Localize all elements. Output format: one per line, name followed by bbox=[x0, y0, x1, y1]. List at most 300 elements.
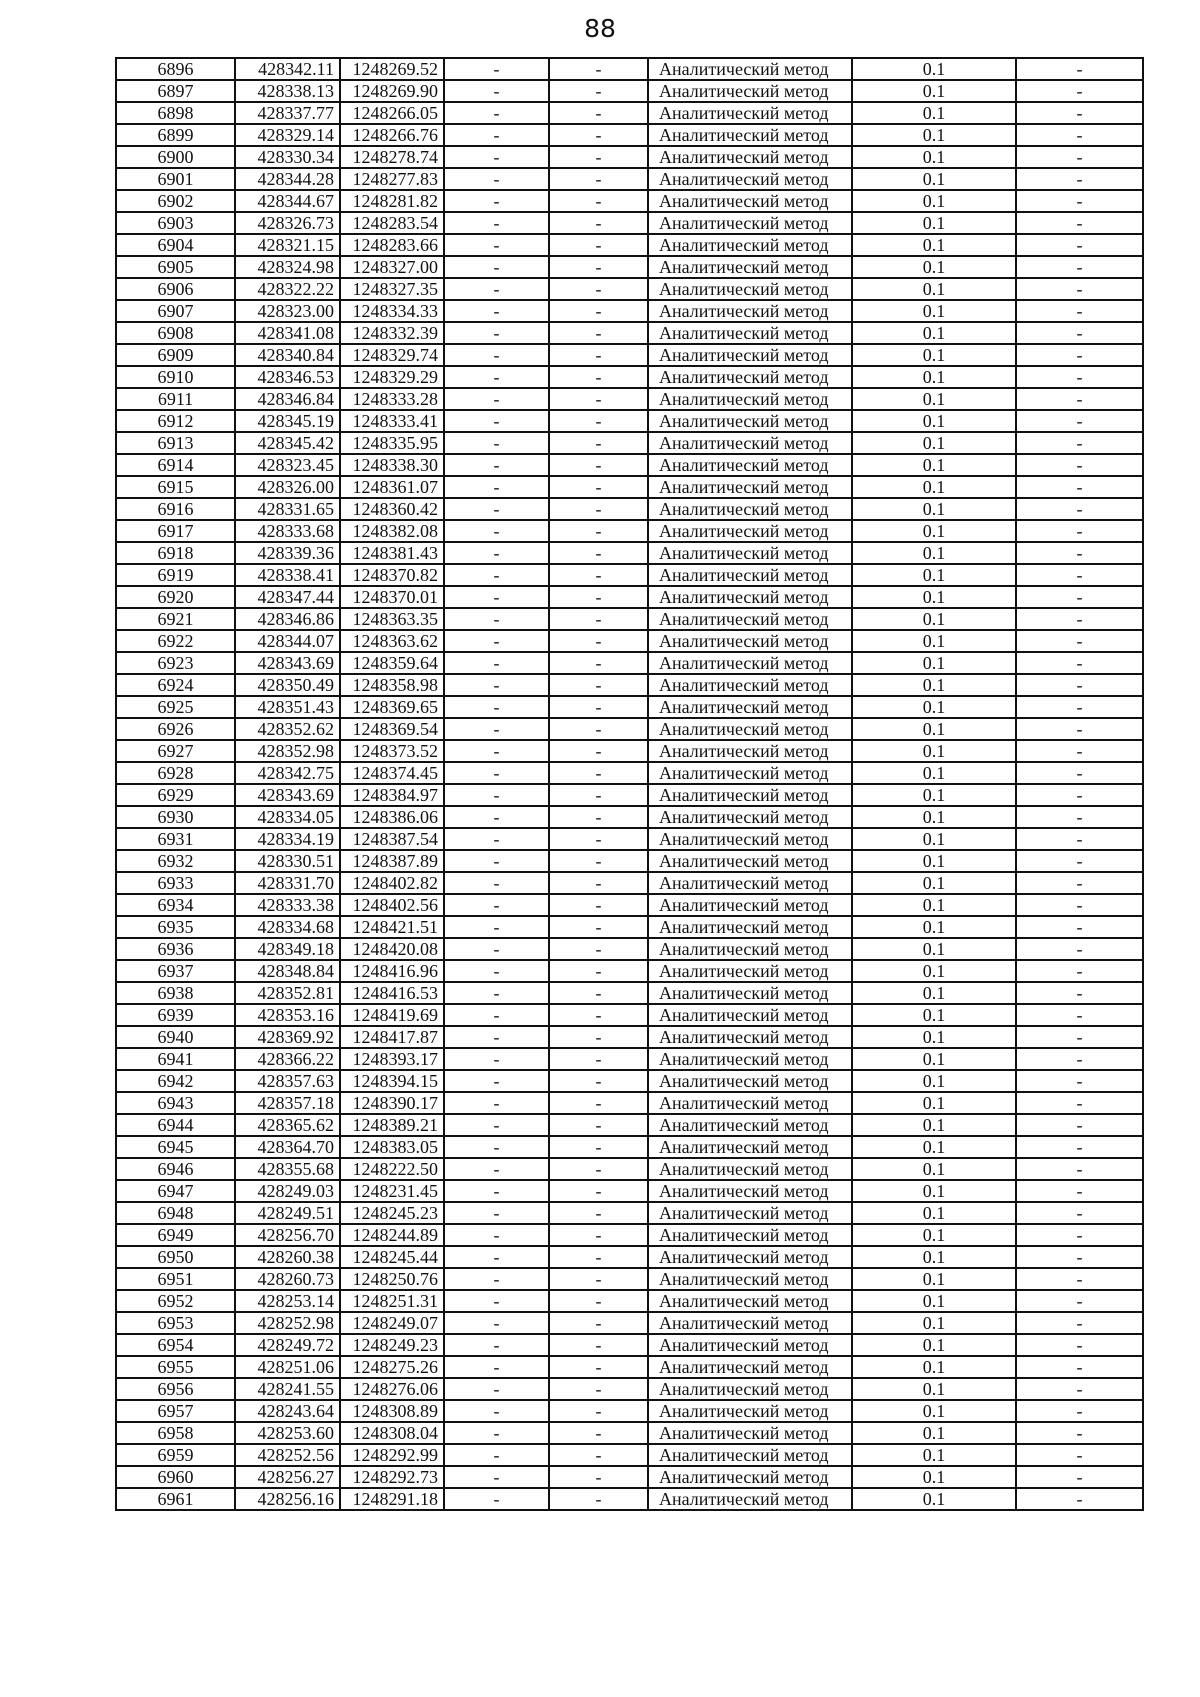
dash-cell: - bbox=[1016, 1422, 1143, 1444]
dash-cell: - bbox=[444, 982, 549, 1004]
method-cell: Аналитический метод bbox=[648, 102, 852, 124]
dash-cell: - bbox=[444, 586, 549, 608]
x-coordinate-cell: 428346.86 bbox=[235, 608, 340, 630]
dash-cell: - bbox=[1016, 1246, 1143, 1268]
dash-cell: - bbox=[549, 872, 648, 894]
x-coordinate-cell: 428348.84 bbox=[235, 960, 340, 982]
dash-cell: - bbox=[1016, 256, 1143, 278]
method-cell: Аналитический метод bbox=[648, 740, 852, 762]
table-row bbox=[116, 212, 1143, 234]
dash-cell: - bbox=[444, 1048, 549, 1070]
dash-cell: - bbox=[1016, 1136, 1143, 1158]
x-coordinate-cell: 428344.07 bbox=[235, 630, 340, 652]
x-coordinate-cell: 428252.98 bbox=[235, 1312, 340, 1334]
table-row bbox=[116, 1224, 1143, 1246]
y-coordinate-cell: 1248276.06 bbox=[340, 1378, 444, 1400]
accuracy-cell: 0.1 bbox=[852, 168, 1016, 190]
accuracy-cell: 0.1 bbox=[852, 784, 1016, 806]
table-row bbox=[116, 58, 1143, 80]
table-row bbox=[116, 256, 1143, 278]
y-coordinate-cell: 1248384.97 bbox=[340, 784, 444, 806]
dash-cell: - bbox=[549, 1488, 648, 1510]
method-cell: Аналитический метод bbox=[648, 1312, 852, 1334]
point-number-cell: 6955 bbox=[116, 1356, 235, 1378]
method-cell: Аналитический метод bbox=[648, 190, 852, 212]
method-cell: Аналитический метод bbox=[648, 872, 852, 894]
x-coordinate-cell: 428324.98 bbox=[235, 256, 340, 278]
dash-cell: - bbox=[444, 212, 549, 234]
dash-cell: - bbox=[549, 1334, 648, 1356]
point-number-cell: 6941 bbox=[116, 1048, 235, 1070]
dash-cell: - bbox=[1016, 586, 1143, 608]
y-coordinate-cell: 1248327.35 bbox=[340, 278, 444, 300]
accuracy-cell: 0.1 bbox=[852, 454, 1016, 476]
dash-cell: - bbox=[549, 1158, 648, 1180]
y-coordinate-cell: 1248386.06 bbox=[340, 806, 444, 828]
y-coordinate-cell: 1248283.66 bbox=[340, 234, 444, 256]
y-coordinate-cell: 1248266.05 bbox=[340, 102, 444, 124]
x-coordinate-cell: 428252.56 bbox=[235, 1444, 340, 1466]
dash-cell: - bbox=[444, 124, 549, 146]
y-coordinate-cell: 1248417.87 bbox=[340, 1026, 444, 1048]
x-coordinate-cell: 428365.62 bbox=[235, 1114, 340, 1136]
point-number-cell: 6906 bbox=[116, 278, 235, 300]
x-coordinate-cell: 428346.84 bbox=[235, 388, 340, 410]
dash-cell: - bbox=[549, 916, 648, 938]
method-cell: Аналитический метод bbox=[648, 1004, 852, 1026]
y-coordinate-cell: 1248249.07 bbox=[340, 1312, 444, 1334]
table-row bbox=[116, 410, 1143, 432]
accuracy-cell: 0.1 bbox=[852, 476, 1016, 498]
dash-cell: - bbox=[1016, 102, 1143, 124]
dash-cell: - bbox=[444, 234, 549, 256]
method-cell: Аналитический метод bbox=[648, 696, 852, 718]
dash-cell: - bbox=[549, 454, 648, 476]
method-cell: Аналитический метод bbox=[648, 432, 852, 454]
dash-cell: - bbox=[549, 850, 648, 872]
x-coordinate-cell: 428338.41 bbox=[235, 564, 340, 586]
dash-cell: - bbox=[549, 938, 648, 960]
table-row bbox=[116, 102, 1143, 124]
dash-cell: - bbox=[1016, 1466, 1143, 1488]
x-coordinate-cell: 428337.77 bbox=[235, 102, 340, 124]
accuracy-cell: 0.1 bbox=[852, 1246, 1016, 1268]
dash-cell: - bbox=[444, 58, 549, 80]
table-row bbox=[116, 454, 1143, 476]
method-cell: Аналитический метод bbox=[648, 256, 852, 278]
x-coordinate-cell: 428249.51 bbox=[235, 1202, 340, 1224]
dash-cell: - bbox=[444, 872, 549, 894]
dash-cell: - bbox=[444, 1312, 549, 1334]
dash-cell: - bbox=[1016, 806, 1143, 828]
accuracy-cell: 0.1 bbox=[852, 520, 1016, 542]
table-row bbox=[116, 674, 1143, 696]
dash-cell: - bbox=[1016, 1158, 1143, 1180]
dash-cell: - bbox=[1016, 1224, 1143, 1246]
table-row bbox=[116, 1048, 1143, 1070]
table-row bbox=[116, 960, 1143, 982]
x-coordinate-cell: 428334.19 bbox=[235, 828, 340, 850]
method-cell: Аналитический метод bbox=[648, 674, 852, 696]
point-number-cell: 6913 bbox=[116, 432, 235, 454]
point-number-cell: 6905 bbox=[116, 256, 235, 278]
accuracy-cell: 0.1 bbox=[852, 1224, 1016, 1246]
y-coordinate-cell: 1248335.95 bbox=[340, 432, 444, 454]
x-coordinate-cell: 428352.62 bbox=[235, 718, 340, 740]
method-cell: Аналитический метод bbox=[648, 1334, 852, 1356]
accuracy-cell: 0.1 bbox=[852, 806, 1016, 828]
accuracy-cell: 0.1 bbox=[852, 1378, 1016, 1400]
point-number-cell: 6940 bbox=[116, 1026, 235, 1048]
dash-cell: - bbox=[549, 124, 648, 146]
dash-cell: - bbox=[1016, 1048, 1143, 1070]
y-coordinate-cell: 1248393.17 bbox=[340, 1048, 444, 1070]
dash-cell: - bbox=[1016, 278, 1143, 300]
y-coordinate-cell: 1248402.82 bbox=[340, 872, 444, 894]
table-row bbox=[116, 1180, 1143, 1202]
point-number-cell: 6902 bbox=[116, 190, 235, 212]
method-cell: Аналитический метод bbox=[648, 344, 852, 366]
y-coordinate-cell: 1248370.01 bbox=[340, 586, 444, 608]
point-number-cell: 6903 bbox=[116, 212, 235, 234]
x-coordinate-cell: 428352.98 bbox=[235, 740, 340, 762]
point-number-cell: 6898 bbox=[116, 102, 235, 124]
dash-cell: - bbox=[1016, 938, 1143, 960]
dash-cell: - bbox=[444, 1356, 549, 1378]
y-coordinate-cell: 1248382.08 bbox=[340, 520, 444, 542]
dash-cell: - bbox=[549, 322, 648, 344]
y-coordinate-cell: 1248269.90 bbox=[340, 80, 444, 102]
dash-cell: - bbox=[549, 1268, 648, 1290]
dash-cell: - bbox=[1016, 916, 1143, 938]
dash-cell: - bbox=[1016, 190, 1143, 212]
point-number-cell: 6945 bbox=[116, 1136, 235, 1158]
accuracy-cell: 0.1 bbox=[852, 1400, 1016, 1422]
x-coordinate-cell: 428342.75 bbox=[235, 762, 340, 784]
method-cell: Аналитический метод bbox=[648, 1180, 852, 1202]
point-number-cell: 6909 bbox=[116, 344, 235, 366]
point-number-cell: 6934 bbox=[116, 894, 235, 916]
dash-cell: - bbox=[1016, 410, 1143, 432]
x-coordinate-cell: 428339.36 bbox=[235, 542, 340, 564]
dash-cell: - bbox=[1016, 652, 1143, 674]
accuracy-cell: 0.1 bbox=[852, 234, 1016, 256]
x-coordinate-cell: 428333.68 bbox=[235, 520, 340, 542]
table-row bbox=[116, 388, 1143, 410]
x-coordinate-cell: 428329.14 bbox=[235, 124, 340, 146]
x-coordinate-cell: 428343.69 bbox=[235, 784, 340, 806]
table-row bbox=[116, 784, 1143, 806]
dash-cell: - bbox=[444, 1070, 549, 1092]
dash-cell: - bbox=[1016, 1026, 1143, 1048]
dash-cell: - bbox=[444, 608, 549, 630]
accuracy-cell: 0.1 bbox=[852, 564, 1016, 586]
dash-cell: - bbox=[1016, 80, 1143, 102]
x-coordinate-cell: 428330.34 bbox=[235, 146, 340, 168]
accuracy-cell: 0.1 bbox=[852, 586, 1016, 608]
dash-cell: - bbox=[549, 1202, 648, 1224]
y-coordinate-cell: 1248387.54 bbox=[340, 828, 444, 850]
y-coordinate-cell: 1248363.35 bbox=[340, 608, 444, 630]
dash-cell: - bbox=[444, 740, 549, 762]
dash-cell: - bbox=[549, 388, 648, 410]
table-row bbox=[116, 696, 1143, 718]
point-number-cell: 6948 bbox=[116, 1202, 235, 1224]
accuracy-cell: 0.1 bbox=[852, 1488, 1016, 1510]
y-coordinate-cell: 1248283.54 bbox=[340, 212, 444, 234]
dash-cell: - bbox=[549, 1048, 648, 1070]
y-coordinate-cell: 1248420.08 bbox=[340, 938, 444, 960]
method-cell: Аналитический метод bbox=[648, 1202, 852, 1224]
x-coordinate-cell: 428344.28 bbox=[235, 168, 340, 190]
point-number-cell: 6920 bbox=[116, 586, 235, 608]
accuracy-cell: 0.1 bbox=[852, 102, 1016, 124]
x-coordinate-cell: 428249.03 bbox=[235, 1180, 340, 1202]
accuracy-cell: 0.1 bbox=[852, 916, 1016, 938]
point-number-cell: 6928 bbox=[116, 762, 235, 784]
accuracy-cell: 0.1 bbox=[852, 828, 1016, 850]
y-coordinate-cell: 1248333.28 bbox=[340, 388, 444, 410]
dash-cell: - bbox=[444, 960, 549, 982]
x-coordinate-cell: 428342.11 bbox=[235, 58, 340, 80]
table-row bbox=[116, 850, 1143, 872]
accuracy-cell: 0.1 bbox=[852, 938, 1016, 960]
dash-cell: - bbox=[444, 146, 549, 168]
x-coordinate-cell: 428326.00 bbox=[235, 476, 340, 498]
accuracy-cell: 0.1 bbox=[852, 1004, 1016, 1026]
method-cell: Аналитический метод bbox=[648, 80, 852, 102]
dash-cell: - bbox=[549, 630, 648, 652]
point-number-cell: 6931 bbox=[116, 828, 235, 850]
point-number-cell: 6901 bbox=[116, 168, 235, 190]
point-number-cell: 6897 bbox=[116, 80, 235, 102]
x-coordinate-cell: 428249.72 bbox=[235, 1334, 340, 1356]
accuracy-cell: 0.1 bbox=[852, 1114, 1016, 1136]
y-coordinate-cell: 1248363.62 bbox=[340, 630, 444, 652]
table-row bbox=[116, 1246, 1143, 1268]
accuracy-cell: 0.1 bbox=[852, 80, 1016, 102]
accuracy-cell: 0.1 bbox=[852, 1180, 1016, 1202]
dash-cell: - bbox=[549, 256, 648, 278]
method-cell: Аналитический метод bbox=[648, 1488, 852, 1510]
method-cell: Аналитический метод bbox=[648, 124, 852, 146]
table-row bbox=[116, 916, 1143, 938]
table-row bbox=[116, 586, 1143, 608]
table-row bbox=[116, 366, 1143, 388]
table-row bbox=[116, 1092, 1143, 1114]
dash-cell: - bbox=[549, 146, 648, 168]
method-cell: Аналитический метод bbox=[648, 960, 852, 982]
x-coordinate-cell: 428323.45 bbox=[235, 454, 340, 476]
dash-cell: - bbox=[1016, 1092, 1143, 1114]
dash-cell: - bbox=[444, 322, 549, 344]
dash-cell: - bbox=[444, 1026, 549, 1048]
table-row bbox=[116, 146, 1143, 168]
method-cell: Аналитический метод bbox=[648, 1246, 852, 1268]
point-number-cell: 6961 bbox=[116, 1488, 235, 1510]
dash-cell: - bbox=[549, 300, 648, 322]
y-coordinate-cell: 1248419.69 bbox=[340, 1004, 444, 1026]
dash-cell: - bbox=[1016, 234, 1143, 256]
dash-cell: - bbox=[549, 982, 648, 1004]
table-row bbox=[116, 1114, 1143, 1136]
x-coordinate-cell: 428349.18 bbox=[235, 938, 340, 960]
accuracy-cell: 0.1 bbox=[852, 1290, 1016, 1312]
table-row bbox=[116, 1334, 1143, 1356]
accuracy-cell: 0.1 bbox=[852, 1158, 1016, 1180]
dash-cell: - bbox=[549, 1026, 648, 1048]
y-coordinate-cell: 1248222.50 bbox=[340, 1158, 444, 1180]
accuracy-cell: 0.1 bbox=[852, 278, 1016, 300]
table-row bbox=[116, 1400, 1143, 1422]
y-coordinate-cell: 1248333.41 bbox=[340, 410, 444, 432]
x-coordinate-cell: 428357.63 bbox=[235, 1070, 340, 1092]
table-row bbox=[116, 1444, 1143, 1466]
y-coordinate-cell: 1248421.51 bbox=[340, 916, 444, 938]
y-coordinate-cell: 1248244.89 bbox=[340, 1224, 444, 1246]
table-row bbox=[116, 1466, 1143, 1488]
x-coordinate-cell: 428331.70 bbox=[235, 872, 340, 894]
dash-cell: - bbox=[549, 1004, 648, 1026]
method-cell: Аналитический метод bbox=[648, 58, 852, 80]
x-coordinate-cell: 428350.49 bbox=[235, 674, 340, 696]
accuracy-cell: 0.1 bbox=[852, 608, 1016, 630]
point-number-cell: 6932 bbox=[116, 850, 235, 872]
method-cell: Аналитический метод bbox=[648, 1378, 852, 1400]
point-number-cell: 6958 bbox=[116, 1422, 235, 1444]
table-row bbox=[116, 520, 1143, 542]
dash-cell: - bbox=[549, 1224, 648, 1246]
dash-cell: - bbox=[1016, 124, 1143, 146]
dash-cell: - bbox=[444, 80, 549, 102]
dash-cell: - bbox=[1016, 740, 1143, 762]
dash-cell: - bbox=[1016, 498, 1143, 520]
x-coordinate-cell: 428357.18 bbox=[235, 1092, 340, 1114]
dash-cell: - bbox=[444, 498, 549, 520]
dash-cell: - bbox=[1016, 322, 1143, 344]
table-row bbox=[116, 278, 1143, 300]
x-coordinate-cell: 428253.14 bbox=[235, 1290, 340, 1312]
dash-cell: - bbox=[444, 300, 549, 322]
accuracy-cell: 0.1 bbox=[852, 652, 1016, 674]
dash-cell: - bbox=[444, 828, 549, 850]
table-row bbox=[116, 564, 1143, 586]
dash-cell: - bbox=[549, 696, 648, 718]
x-coordinate-cell: 428260.73 bbox=[235, 1268, 340, 1290]
table-row bbox=[116, 1356, 1143, 1378]
method-cell: Аналитический метод bbox=[648, 762, 852, 784]
accuracy-cell: 0.1 bbox=[852, 1092, 1016, 1114]
y-coordinate-cell: 1248308.89 bbox=[340, 1400, 444, 1422]
method-cell: Аналитический метод bbox=[648, 1026, 852, 1048]
dash-cell: - bbox=[549, 410, 648, 432]
method-cell: Аналитический метод bbox=[648, 1466, 852, 1488]
dash-cell: - bbox=[444, 938, 549, 960]
point-number-cell: 6944 bbox=[116, 1114, 235, 1136]
method-cell: Аналитический метод bbox=[648, 630, 852, 652]
point-number-cell: 6957 bbox=[116, 1400, 235, 1422]
accuracy-cell: 0.1 bbox=[852, 432, 1016, 454]
x-coordinate-cell: 428344.67 bbox=[235, 190, 340, 212]
point-number-cell: 6933 bbox=[116, 872, 235, 894]
dash-cell: - bbox=[549, 80, 648, 102]
table-row bbox=[116, 1268, 1143, 1290]
point-number-cell: 6923 bbox=[116, 652, 235, 674]
dash-cell: - bbox=[549, 718, 648, 740]
accuracy-cell: 0.1 bbox=[852, 498, 1016, 520]
x-coordinate-cell: 428333.38 bbox=[235, 894, 340, 916]
dash-cell: - bbox=[444, 1004, 549, 1026]
x-coordinate-cell: 428334.68 bbox=[235, 916, 340, 938]
dash-cell: - bbox=[549, 498, 648, 520]
dash-cell: - bbox=[1016, 1378, 1143, 1400]
dash-cell: - bbox=[1016, 850, 1143, 872]
dash-cell: - bbox=[444, 1400, 549, 1422]
accuracy-cell: 0.1 bbox=[852, 982, 1016, 1004]
dash-cell: - bbox=[444, 806, 549, 828]
dash-cell: - bbox=[549, 234, 648, 256]
x-coordinate-cell: 428256.16 bbox=[235, 1488, 340, 1510]
y-coordinate-cell: 1248275.26 bbox=[340, 1356, 444, 1378]
dash-cell: - bbox=[444, 1290, 549, 1312]
dash-cell: - bbox=[444, 168, 549, 190]
coordinates-table bbox=[115, 57, 1144, 1511]
method-cell: Аналитический метод bbox=[648, 212, 852, 234]
dash-cell: - bbox=[549, 190, 648, 212]
point-number-cell: 6935 bbox=[116, 916, 235, 938]
table-row bbox=[116, 190, 1143, 212]
method-cell: Аналитический метод bbox=[648, 1092, 852, 1114]
table-row bbox=[116, 1026, 1143, 1048]
table-row bbox=[116, 652, 1143, 674]
x-coordinate-cell: 428351.43 bbox=[235, 696, 340, 718]
dash-cell: - bbox=[444, 1224, 549, 1246]
table-row bbox=[116, 630, 1143, 652]
point-number-cell: 6952 bbox=[116, 1290, 235, 1312]
y-coordinate-cell: 1248338.30 bbox=[340, 454, 444, 476]
y-coordinate-cell: 1248387.89 bbox=[340, 850, 444, 872]
dash-cell: - bbox=[1016, 696, 1143, 718]
y-coordinate-cell: 1248329.74 bbox=[340, 344, 444, 366]
table-row bbox=[116, 1290, 1143, 1312]
dash-cell: - bbox=[549, 1312, 648, 1334]
x-coordinate-cell: 428334.05 bbox=[235, 806, 340, 828]
point-number-cell: 6959 bbox=[116, 1444, 235, 1466]
y-coordinate-cell: 1248402.56 bbox=[340, 894, 444, 916]
accuracy-cell: 0.1 bbox=[852, 850, 1016, 872]
table-row bbox=[116, 1312, 1143, 1334]
dash-cell: - bbox=[444, 1092, 549, 1114]
dash-cell: - bbox=[549, 432, 648, 454]
dash-cell: - bbox=[444, 564, 549, 586]
y-coordinate-cell: 1248381.43 bbox=[340, 542, 444, 564]
point-number-cell: 6943 bbox=[116, 1092, 235, 1114]
x-coordinate-cell: 428322.22 bbox=[235, 278, 340, 300]
table-row bbox=[116, 828, 1143, 850]
x-coordinate-cell: 428338.13 bbox=[235, 80, 340, 102]
point-number-cell: 6926 bbox=[116, 718, 235, 740]
accuracy-cell: 0.1 bbox=[852, 190, 1016, 212]
accuracy-cell: 0.1 bbox=[852, 1444, 1016, 1466]
accuracy-cell: 0.1 bbox=[852, 300, 1016, 322]
y-coordinate-cell: 1248360.42 bbox=[340, 498, 444, 520]
point-number-cell: 6927 bbox=[116, 740, 235, 762]
x-coordinate-cell: 428341.08 bbox=[235, 322, 340, 344]
method-cell: Аналитический метод bbox=[648, 1422, 852, 1444]
dash-cell: - bbox=[549, 740, 648, 762]
point-number-cell: 6899 bbox=[116, 124, 235, 146]
point-number-cell: 6908 bbox=[116, 322, 235, 344]
